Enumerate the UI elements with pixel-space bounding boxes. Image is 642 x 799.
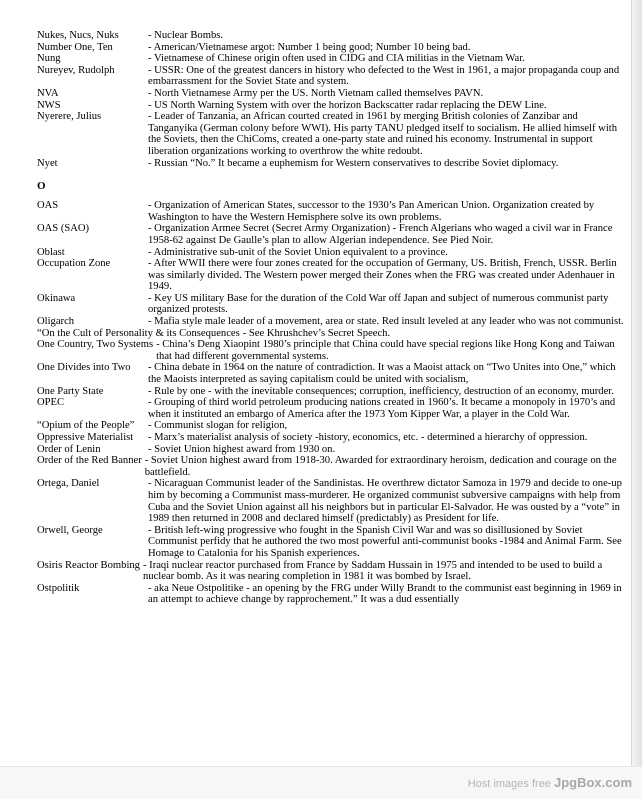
entry-definition: - Administrative sub-unit of the Soviet Union equivalent to a province. <box>148 246 448 258</box>
glossary-entry <box>37 111 625 157</box>
entry-term: Nukes, Nucs, Nuks <box>37 30 119 41</box>
glossary-entry <box>37 478 625 524</box>
glossary-entry <box>37 247 625 259</box>
entry-term: Nyet <box>37 157 58 169</box>
glossary-entry <box>37 455 625 478</box>
glossary-entry <box>37 339 625 362</box>
entry-term: Nureyev, Rudolph <box>37 64 115 76</box>
glossary-entry <box>37 293 625 316</box>
entry-definition: - Organization Armee Secret (Secret Army Organization) - French Algerians who waged a civil war in France 1958-62 against De Gaulle’s plan to allow Algerian independence. See Pied Noir. <box>148 223 613 246</box>
glossary-entry <box>37 316 625 328</box>
footer-prefix: Host images free <box>467 778 554 790</box>
entry-definition: - See Khrushchev’s Secret Speech. <box>242 327 391 339</box>
glossary-entry <box>37 100 625 112</box>
glossary-entry <box>37 88 625 100</box>
entry-definition: - British left-wing progressive who fought in the Spanish Civil War and was so disillusioned by Soviet Communist perfidy that he authored the two most powerful anti-communist books -1984 and Animal Farm. See Homage to Catalonia for his Spanish experiences. <box>148 524 622 559</box>
entry-definition: - US North Warning System with over the horizon Backscatter radar replacing the DEW Line. <box>148 99 547 111</box>
entry-term: Osiris Reactor Bombing <box>37 559 140 571</box>
entry-term: Occupation Zone <box>37 258 111 270</box>
entry-definition: - American/Vietnamese argot: Number 1 being good; Number 10 being bad. <box>148 41 471 53</box>
glossary-entry <box>37 328 625 340</box>
section-letter-heading: O <box>37 180 46 193</box>
entry-term: Nung <box>37 53 61 65</box>
entry-definition: - Nicaraguan Communist leader of the Sandinistas. He overthrew dictator Samoza in 1979 and decide to one-up him by becoming a Communist mass-murderer. He organized communist subversive campaigns with help from Cuba and the Soviet Union against all his neighbors but in particular El-Salvador. He was ousted by a “vote” in 1989 then returned in 2008 and declared himself (predictably) as President for life. <box>148 478 622 525</box>
glossary-entry <box>37 420 625 432</box>
glossary-entry <box>37 362 625 385</box>
footer-brand: JpgBox.com <box>553 775 632 790</box>
entry-term: NVA <box>37 87 59 99</box>
entry-definition: - Leader of Tanzania, an African courted created in 1961 by merging British colonies of Zanzibar and Tanganyika (German colony before WWI). His party TANU pledged itself to socialism. He allied himself with the Soviets, then the ChiComs, created a one-party state and ruined his economy. Instrumental in support liberation organizations working to overthrow the white redoubt. <box>148 111 618 157</box>
entry-definition: - China’s Deng Xiaopint 1980’s principle that China could have special regions like Hong Kong and Taiwan that had different governmental systems. <box>156 339 615 362</box>
entry-term: Order of Lenin <box>37 443 101 455</box>
entry-term: Nyerere, Julius <box>37 111 102 123</box>
entry-term: Oblast <box>37 246 65 258</box>
glossary-entry <box>37 444 625 456</box>
glossary-section-n <box>37 30 625 169</box>
entry-definition: - Soviet Union highest award from 1930 on. <box>148 443 336 455</box>
entry-term: Orwell, George <box>37 524 103 536</box>
entry-definition: - Communist slogan for religion, <box>148 420 288 432</box>
glossary-entry <box>37 432 625 444</box>
glossary-entry <box>37 397 625 420</box>
entry-definition: - Rule by one - with the inevitable consequences; corruption, inefficiency, destruction of an economy, murder. <box>148 385 614 397</box>
entry-term: Oligarch <box>37 316 75 328</box>
glossary-entry <box>37 583 625 606</box>
glossary-entry <box>37 65 625 88</box>
entry-term: OPEC <box>37 397 65 409</box>
entry-term: “Opium of the People” <box>37 420 135 432</box>
scrollbar-track[interactable] <box>631 0 642 766</box>
entry-term: Ortega, Daniel <box>37 478 100 490</box>
glossary-entry <box>37 258 625 293</box>
entry-term: NWS <box>37 99 61 111</box>
entry-term: Okinawa <box>37 292 76 304</box>
entry-term: Number One, Ten <box>37 41 113 53</box>
entry-definition: - Nuclear Bombs. <box>148 30 224 41</box>
glossary-entry <box>37 53 625 65</box>
glossary-entry <box>37 560 625 583</box>
entry-definition: - North Vietnamese Army per the US. North Vietnam called themselves PAVN. <box>148 87 484 99</box>
entry-definition: - Soviet Union highest award from 1918-30. Awarded for extraordinary heroism, dedication and courage on the battlefield. <box>144 455 617 478</box>
entry-term: OAS (SAO) <box>37 223 90 235</box>
entry-definition: - Key US military Base for the duration of the Cold War off Japan and subject of numerous communist party organized protests. <box>148 292 609 316</box>
glossary-entry <box>37 386 625 398</box>
entry-definition: - Vietnamese of Chinese origin often used in CIDG and CIA militias in the Vietnam War. <box>148 53 525 65</box>
glossary-entry <box>37 223 625 246</box>
entry-definition: - USSR: One of the greatest dancers in history who defected to the West in 1961, a major propaganda coup and embarrassment for the Soviet State and system. <box>148 64 620 88</box>
entry-definition: - Grouping of third world petroleum producing nations created in 1960’s. It became a monopoly in 1970’s and when it instituted an embargo of America after the 1973 Yom Kipper War, a player in the Cold War. <box>148 397 616 420</box>
entry-definition: - Mafia style male leader of a movement, area or state. Red insult leveled at any leader who was not communist. <box>148 316 624 328</box>
entry-term: One Country, Two Systems <box>37 339 154 351</box>
glossary-entry <box>37 200 625 223</box>
glossary-entry <box>37 30 625 42</box>
entry-term: Oppressive Materialist <box>37 432 134 443</box>
entry-definition: - China debate in 1964 on the nature of contradiction. It was a Maoist attack on “Two Unites into One,” which the Maoists interpreted as saying capitalism could be united with socialism, <box>148 362 616 386</box>
entry-definition: - Iraqi nuclear reactor purchased from France by Saddam Hussain in 1975 and intended to be used to build a nuclear bomb. As it was nearing completion in 1981 it was bombed by Israel. <box>142 559 603 583</box>
entry-term: One Divides into Two <box>37 362 131 374</box>
entry-term: Ostpolitik <box>37 582 80 594</box>
entry-term: “On the Cult of Personality & its Consequences <box>37 327 240 339</box>
host-link[interactable] <box>468 775 632 790</box>
entry-definition: - Organization of American States, successor to the 1930’s Pan American Union. Organization created by Washington to have the Western Hemisphere solve its own problems. <box>148 200 595 223</box>
glossary-entry <box>37 42 625 54</box>
entry-definition: - Russian “No.” It became a euphemism for Western conservatives to describe Soviet diplomacy. <box>148 157 559 169</box>
glossary-entry <box>37 158 625 170</box>
entry-term: OAS <box>37 200 59 212</box>
host-footer <box>0 766 642 799</box>
entry-definition: - aka Neue Ostpolitike - an opening by the FRG under Willy Brandt to the communist east beginning in 1969 in an attempt to achieve change by rapprochement.” It was a dud essentially <box>148 582 622 606</box>
entry-definition: - After WWII there were four zones created for the occupation of Germany, US. British, French, USSR. Berlin was similarly divided. The Western power merged their Zones when the FRG was created under Adenhauer in 1949. <box>148 258 617 293</box>
entry-term: Order of the Red Banner <box>37 455 142 467</box>
glossary-entry <box>37 525 625 560</box>
glossary-section-o <box>37 200 625 606</box>
glossary-content <box>37 30 625 606</box>
entry-definition: - Marx’s materialist analysis of society -history, economics, etc. - determined a hierarchy of oppression. <box>148 432 588 443</box>
entry-term: One Party State <box>37 385 104 397</box>
